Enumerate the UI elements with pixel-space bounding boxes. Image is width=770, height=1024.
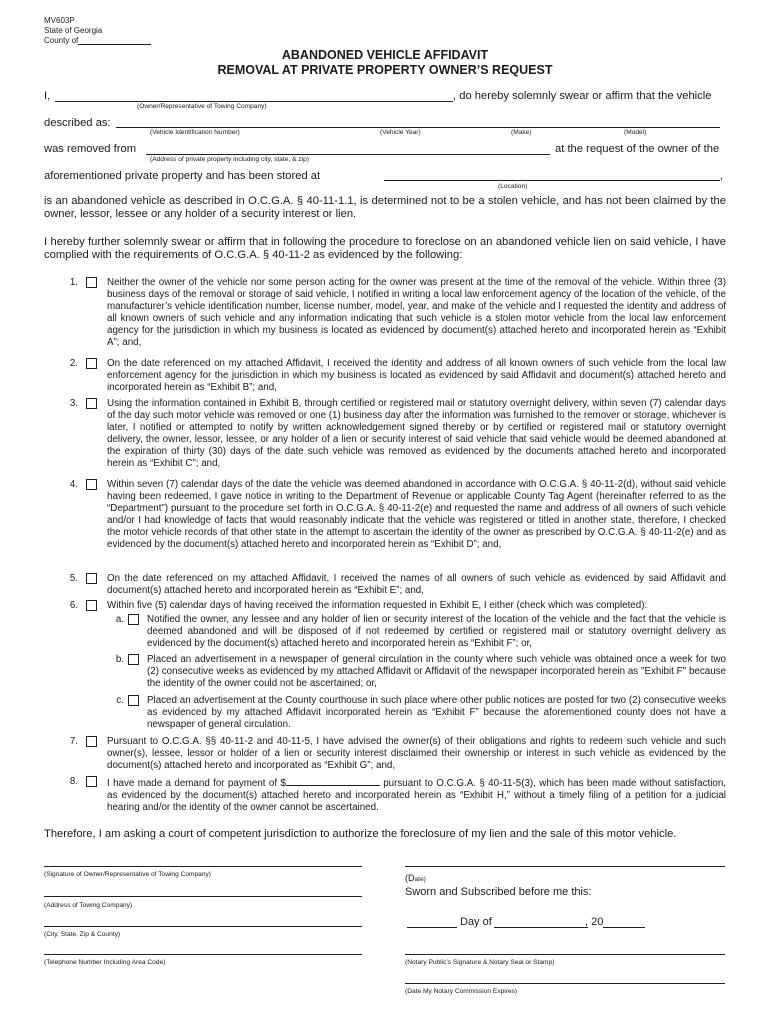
item-1-text: Neither the owner of the vehicle nor some person acting for the owner was present at the time of the removal of the vehicle. Within three (3) business days of the removal or storage of said vehicle, I notified in writing a local law enforcement agency of the location of the vehicle, of the manufacturer’s vehicle identification number, license number, model, year, and make of the vehicle and I requested the identity and address of all known owners of such vehicle and any information indicating that such vehicle is a stolen motor vehicle from the local law enforcement agency for the jurisdiction in which my business is located as evidenced by document(s) attached hereto and incorporated herein as “Exhibit A”; and, xyxy=(107,277,726,348)
abandoned-statement: is an abandoned vehicle as described in O.C.G.A. § 40-11-1.1, is determined not to be a stolen vehicle, and has not been claimed by the owner, lessor, lessee or any holder of a security interest or lien. xyxy=(44,195,726,220)
subitem-a-text: Notified the owner, any lessee and any holder of lien or security interest of the location of the vehicle and the fact that the vehicle is deemed abandoned and will be disposed of if not redeemed by certified or registered mail or statutory overnight delivery as evidenced by the document(s) attached hereto and incorporated herein as “Exhibit F”; or, xyxy=(147,614,726,649)
item-7-checkbox[interactable] xyxy=(86,736,97,747)
item-number: 4. xyxy=(69,479,78,490)
item-number: 2. xyxy=(69,358,78,369)
subitem-c-text: Placed an advertisement at the County courthouse in such place where other public notices are posted for two (2) consecutive weeks as evidenced by my attached Affidavit incorporated herein as “Exhibit F” because the aforementioned county does not have a newspaper of general circulation. xyxy=(147,695,726,730)
item-3-checkbox[interactable] xyxy=(86,398,97,409)
item-8-text xyxy=(107,776,726,814)
county-label: County of xyxy=(44,36,79,45)
item-1-checkbox[interactable] xyxy=(86,277,97,288)
notary-signature-field[interactable] xyxy=(405,954,725,955)
form-title: ABANDONED VEHICLE AFFIDAVIT xyxy=(281,48,489,62)
item-8-text-a: I have made a demand for payment of $ xyxy=(107,778,286,789)
item-4-checkbox[interactable] xyxy=(86,479,97,490)
storage-location-field[interactable] xyxy=(384,180,720,181)
form-number: MV603P xyxy=(44,16,75,25)
item-number: 3. xyxy=(69,398,78,409)
state-name: State of Georgia xyxy=(44,26,103,35)
signature-label: (Signature of Owner/Representative of Towing Company) xyxy=(44,871,212,878)
item-number: 8. xyxy=(69,776,78,787)
date-label-rest: ate) xyxy=(414,876,426,883)
year-label: (Vehicle Year) xyxy=(380,129,421,136)
make-label: (Make) xyxy=(511,129,532,136)
owner-name-field[interactable] xyxy=(55,101,453,102)
item-number: 1. xyxy=(69,277,78,288)
towing-address-field[interactable] xyxy=(44,896,362,897)
item-3-text: Using the information contained in Exhibit B, through certified or registered mail or statutory overnight delivery, within seven (7) calendar days of the day such motor vehicle was removed or one (1) business day after the information was furnished to the remover or storage, whichever is later, I notified or attempted to notify by written acknowledgement signed thereby or by certified or registered mail or statutory overnight delivery, the owner, lessor, lessee, or any holder of a lien or security interest of said vehicle that said vehicle would be deemed abandoned at the expiration of thirty (30) days of the date such vehicle was removed as evidenced by the documents attached hereto and incorporated herein as “Exhibit C”; and, xyxy=(107,398,726,469)
commission-field[interactable] xyxy=(405,983,725,984)
day-of-text: Day of xyxy=(460,916,492,928)
commission-label: (Date My Notary Commission Expires) xyxy=(405,988,518,995)
item-6-text: Within five (5) calendar days of having received the information requested in Exhibit E, I either (check which was completed): xyxy=(107,600,648,611)
telephone-label: (Telephone Number Including Area Code) xyxy=(44,959,166,966)
closing-statement: Therefore, I am asking a court of competent jurisdiction to authorize the foreclosure of my lien and the sale of this motor vehicle. xyxy=(44,828,677,840)
subitem-a-checkbox[interactable] xyxy=(128,614,139,625)
item-number: 7. xyxy=(69,736,78,747)
item-8-checkbox[interactable] xyxy=(86,776,97,787)
vin-label: (Vehicle Identification Number) xyxy=(150,129,240,136)
item-5-checkbox[interactable] xyxy=(86,573,97,584)
item-number: 6. xyxy=(69,600,78,611)
county-field[interactable] xyxy=(78,44,151,45)
date-field[interactable] xyxy=(405,866,725,867)
described-as-text: described as: xyxy=(44,117,111,129)
month-field[interactable] xyxy=(494,927,588,928)
item-2-text: On the date referenced on my attached Affidavit, I received the identity and address of all known owners of such vehicle from the local law enforcement agency for the jurisdiction in which my business is located as evidenced by said Affidavit and document(s) attached hereto and incorporated herein as “Exhibit B”; and, xyxy=(107,358,726,393)
owner-label: (Owner/Representative of Towing Company) xyxy=(137,103,267,110)
notary-label: (Notary Public’s Signature & Notary Seal or Stamp) xyxy=(405,959,555,966)
form-subtitle: REMOVAL AT PRIVATE PROPERTY OWNER’S REQUEST xyxy=(217,63,553,77)
address-label: (Address of private property including city, state, & zip) xyxy=(150,156,309,163)
year-prefix-text: , 20 xyxy=(585,916,604,928)
location-comma: , xyxy=(720,170,724,182)
year-field[interactable] xyxy=(603,927,645,928)
signature-field[interactable] xyxy=(44,866,362,867)
request-text: at the request of the owner of the xyxy=(555,143,720,155)
item-8-text-b: pursuant to O.C.G.A. § 40-11-5(3), which has been made without satisfaction, as evidenced by the document(s) attached hereto and incorporated herein as “Exhibit H,” without a timely filing of a petition for a judicial hearing and/or the identity of the owner cannot be ascertained. xyxy=(107,778,726,813)
city-state-label: (City, State, Zip & County) xyxy=(44,931,121,938)
day-field[interactable] xyxy=(407,927,457,928)
location-label: (Location) xyxy=(498,183,528,190)
subitem-letter: c. xyxy=(116,695,124,706)
item-7-text: Pursuant to O.C.G.A. §§ 40-11-2 and 40-11-5, I have advised the owner(s) of their obligations and rights to redeem such vehicle and such owner(s), lessee, lessor or holder of a lien or security interest disclaimed their ownership or interest in such vehicle as evidenced by the document(s) attached hereto and incorporated as “Exhibit G”; and, xyxy=(107,736,726,771)
payment-amount-field[interactable] xyxy=(286,776,380,786)
city-state-field[interactable] xyxy=(44,926,362,927)
subitem-b-checkbox[interactable] xyxy=(128,654,139,665)
towing-address-label: (Address of Towing Company) xyxy=(44,902,133,909)
item-6-checkbox[interactable] xyxy=(86,600,97,611)
item-number: 5. xyxy=(69,573,78,584)
property-address-field[interactable] xyxy=(146,154,550,155)
date-label xyxy=(405,868,426,886)
subitem-c-checkbox[interactable] xyxy=(128,695,139,706)
subitem-letter: b. xyxy=(115,654,124,665)
telephone-field[interactable] xyxy=(44,954,362,955)
sworn-text: Sworn and Subscribed before me this: xyxy=(405,886,592,898)
subitem-letter: a. xyxy=(115,614,124,625)
model-label: (Model) xyxy=(624,129,647,136)
vehicle-description-field[interactable] xyxy=(116,127,720,128)
swear-text: , do hereby solemnly swear or affirm that the vehicle xyxy=(453,90,712,102)
compliance-statement: I hereby further solemnly swear or affirm that in following the procedure to foreclose on an abandoned vehicle lien on said vehicle, I have complied with the requirements of O.C.G.A. § 40-11-2 as evidenced by the following: xyxy=(44,236,726,261)
subitem-b-text: Placed an advertisement in a newspaper of general circulation in the county where such vehicle was obtained once a week for two (2) consecutive weeks as evidenced by my attached Affidavit or Affidavit of the newspaper incorporated herein as "Exhibit F" because the identity of the owner could not be ascertained; or, xyxy=(147,654,726,689)
aforementioned-text: aforementioned private property and has been stored at xyxy=(44,170,321,182)
item-4-text: Within seven (7) calendar days of the date the vehicle was deemed abandoned in accordance with O.C.G.A. § 40-11-2(d), without said vehicle having been redeemed, I gave notice in writing to the Department of Revenue or applicable County Tag Agent (hereinafter referred to as the “Department”) pursuant to the procedure set forth in O.C.G.A. § 40-11-2(e) and requested the name and address of all owners of such vehicle and/or I had knowledge of facts that would reasonably indicate that the vehicle was registered or titled in another state, therefore, I checked the motor vehicle records of that other state in the attempt to ascertain the identity of the owner as prescribed by O.C.G.A. § 40-11-2(e) and as evidenced by the document(s) attached hereto and incorporated herein as “Exhibit D”; and, xyxy=(107,479,726,550)
removed-from-text: was removed from xyxy=(44,143,137,155)
date-label-d: (D xyxy=(405,873,415,883)
intro-i: I, xyxy=(44,90,51,102)
item-5-text: On the date referenced on my attached Affidavit, I received the names of all owners of such vehicle as evidenced by said Affidavit and document(s) attached hereto and incorporated herein as “Exhibit E”; and, xyxy=(107,573,726,596)
item-2-checkbox[interactable] xyxy=(86,358,97,369)
